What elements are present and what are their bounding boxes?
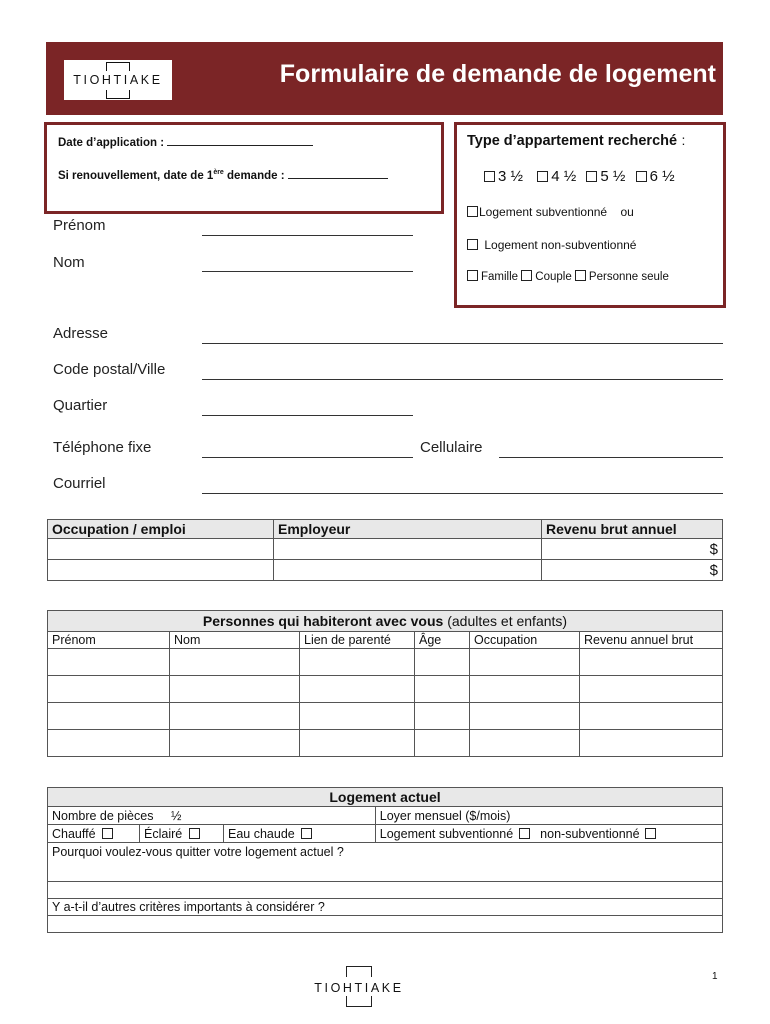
- occupants-table: [47, 610, 723, 757]
- table-cell[interactable]: [300, 649, 415, 676]
- checkbox-icon[interactable]: [189, 828, 200, 839]
- checkbox-icon[interactable]: [537, 171, 548, 182]
- table-cell[interactable]: [48, 703, 170, 730]
- why-leave-field[interactable]: [48, 843, 723, 882]
- other-criteria-label: Y a-t-il d’autres critères importants à considérer ?: [52, 900, 325, 914]
- logo: [64, 60, 172, 100]
- table-cell[interactable]: [470, 730, 580, 757]
- table-cell[interactable]: [170, 649, 300, 676]
- checkbox-icon[interactable]: [467, 239, 478, 250]
- col-age: Âge: [415, 632, 470, 649]
- col-prenom: Prénom: [48, 632, 170, 649]
- table-cell[interactable]: [415, 703, 470, 730]
- table-cell[interactable]: [580, 649, 723, 676]
- col-revenu: Revenu annuel brut: [580, 632, 723, 649]
- col-employeur: Employeur: [274, 520, 542, 539]
- checkbox-icon[interactable]: [102, 828, 113, 839]
- application-date-label: Date d’application :: [58, 137, 165, 149]
- table-cell[interactable]: [580, 703, 723, 730]
- apartment-type-heading: [467, 132, 715, 150]
- courriel-field[interactable]: [202, 493, 723, 494]
- checkbox-icon[interactable]: [645, 828, 656, 839]
- rent-label: Loyer mensuel ($/mois): [379, 808, 511, 823]
- table-cell[interactable]: [48, 649, 170, 676]
- checkbox-icon[interactable]: [636, 171, 647, 182]
- size-option-6-5[interactable]: 6 ½: [636, 168, 675, 185]
- adresse-field[interactable]: [202, 343, 723, 344]
- logo-text: TIOHTIAKE: [73, 73, 163, 87]
- table-cell[interactable]: [415, 730, 470, 757]
- table-cell[interactable]: [48, 560, 274, 581]
- application-date-field[interactable]: [167, 134, 313, 146]
- half-label: ½: [170, 808, 182, 823]
- hot-water-option[interactable]: Eau chaude: [224, 825, 376, 843]
- table-cell[interactable]: [170, 703, 300, 730]
- non-subsidized-label: Logement non-subventionné: [484, 238, 637, 252]
- table-row: [48, 649, 723, 676]
- telephone-label: Téléphone fixe: [53, 439, 152, 456]
- code-postal-label: Code postal/Ville: [53, 361, 166, 378]
- cellulaire-field[interactable]: [499, 457, 723, 458]
- occupants-header-row: [48, 632, 723, 649]
- code-postal-field[interactable]: [202, 379, 723, 380]
- why-leave-label: Pourquoi voulez-vous quitter votre logement actuel ?: [52, 845, 344, 859]
- page-title: Formulaire de demande de logement: [279, 60, 716, 88]
- checkbox-icon[interactable]: [521, 270, 532, 281]
- adresse-label: Adresse: [53, 325, 109, 342]
- table-cell[interactable]: [170, 676, 300, 703]
- blank-line[interactable]: [48, 882, 723, 899]
- apartment-type-title: Type d’appartement recherché: [467, 133, 678, 149]
- telephone-field[interactable]: [202, 457, 413, 458]
- table-cell[interactable]: [580, 730, 723, 757]
- cellulaire-label: Cellulaire: [420, 439, 483, 456]
- table-cell[interactable]: [470, 676, 580, 703]
- other-criteria-field[interactable]: [48, 899, 723, 916]
- table-cell[interactable]: [48, 730, 170, 757]
- nom-field[interactable]: [202, 271, 413, 272]
- col-occupation: Occupation / emploi: [48, 520, 274, 539]
- table-cell[interactable]: [300, 676, 415, 703]
- size-option-4-5[interactable]: 4 ½: [537, 168, 576, 185]
- rent-cell[interactable]: [375, 807, 722, 825]
- occupants-table-title: Personnes qui habiteront avec vous (adultes et enfants): [48, 611, 723, 632]
- checkbox-icon[interactable]: [301, 828, 312, 839]
- table-cell[interactable]: [580, 676, 723, 703]
- prenom-field[interactable]: [202, 235, 413, 236]
- table-cell[interactable]: [470, 649, 580, 676]
- table-cell[interactable]: [470, 703, 580, 730]
- revenu-cell[interactable]: $: [542, 539, 723, 560]
- table-row: [48, 730, 723, 757]
- rooms-cell[interactable]: [48, 807, 376, 825]
- nom-label: Nom: [53, 254, 85, 271]
- table-cell[interactable]: [415, 649, 470, 676]
- rooms-label: Nombre de pièces: [52, 808, 154, 823]
- subsidy-options[interactable]: Logement subventionné non-subventionné: [375, 825, 722, 843]
- courriel-label: Courriel: [53, 475, 106, 492]
- renewal-sup: ère: [213, 169, 224, 177]
- household-personne-seule[interactable]: Personne seule: [575, 271, 669, 283]
- revenu-cell[interactable]: $: [542, 560, 723, 581]
- checkbox-icon[interactable]: [586, 171, 597, 182]
- checkbox-icon[interactable]: [467, 270, 478, 281]
- size-option-3-5[interactable]: 3 ½: [484, 168, 523, 185]
- renewal-date-label-end: demande :: [223, 170, 285, 182]
- table-row: [48, 560, 723, 581]
- or-label: ou: [620, 205, 634, 219]
- table-cell[interactable]: [274, 539, 542, 560]
- table-cell[interactable]: [48, 539, 274, 560]
- current-housing-table: [47, 787, 723, 933]
- col-revenu: Revenu brut annuel: [542, 520, 723, 539]
- subsidized-label: Logement subventionné: [479, 205, 608, 219]
- logo-bracket-bottom: [106, 90, 130, 99]
- household-couple[interactable]: Couple: [521, 271, 571, 283]
- quartier-field[interactable]: [202, 415, 413, 416]
- table-row: [48, 539, 723, 560]
- size-option-5-5[interactable]: 5 ½: [586, 168, 625, 185]
- footer-logo-bracket-bottom: [346, 996, 372, 1007]
- apartment-size-options: [484, 168, 675, 185]
- col-nom: Nom: [170, 632, 300, 649]
- household-famille[interactable]: Famille: [467, 271, 518, 283]
- table-row: [48, 676, 723, 703]
- heated-option[interactable]: Chauffé: [48, 825, 140, 843]
- checkbox-icon[interactable]: [484, 171, 495, 182]
- employment-table: [47, 519, 723, 581]
- table-cell[interactable]: [415, 676, 470, 703]
- footer-logo-text: TIOHTIAKE: [314, 981, 404, 995]
- renewal-date-field[interactable]: [288, 167, 388, 179]
- table-cell[interactable]: [274, 560, 542, 581]
- page-number: 1: [712, 971, 718, 982]
- col-lien: Lien de parenté: [300, 632, 415, 649]
- table-cell[interactable]: [48, 676, 170, 703]
- blank-line[interactable]: [48, 916, 723, 933]
- lit-option[interactable]: Éclairé: [140, 825, 224, 843]
- renewal-date-row: [58, 167, 388, 182]
- table-row: [48, 703, 723, 730]
- table-cell[interactable]: [300, 730, 415, 757]
- prenom-label: Prénom: [53, 217, 106, 234]
- checkbox-icon[interactable]: [575, 270, 586, 281]
- table-cell[interactable]: [170, 730, 300, 757]
- logo-bracket-top: [106, 62, 130, 71]
- household-options: [467, 270, 669, 283]
- checkbox-icon[interactable]: [467, 206, 478, 217]
- apartment-type-colon: :: [681, 132, 686, 148]
- option-subsidized[interactable]: [467, 205, 634, 219]
- application-date-row: [58, 134, 313, 149]
- renewal-date-label: Si renouvellement, date de 1: [58, 170, 214, 182]
- quartier-label: Quartier: [53, 397, 108, 414]
- footer-logo: [305, 962, 413, 1010]
- footer-logo-bracket-top: [346, 966, 372, 977]
- col-occupation: Occupation: [470, 632, 580, 649]
- checkbox-icon[interactable]: [519, 828, 530, 839]
- option-non-subsidized[interactable]: [467, 238, 636, 252]
- current-housing-title: Logement actuel: [48, 788, 723, 807]
- table-cell[interactable]: [300, 703, 415, 730]
